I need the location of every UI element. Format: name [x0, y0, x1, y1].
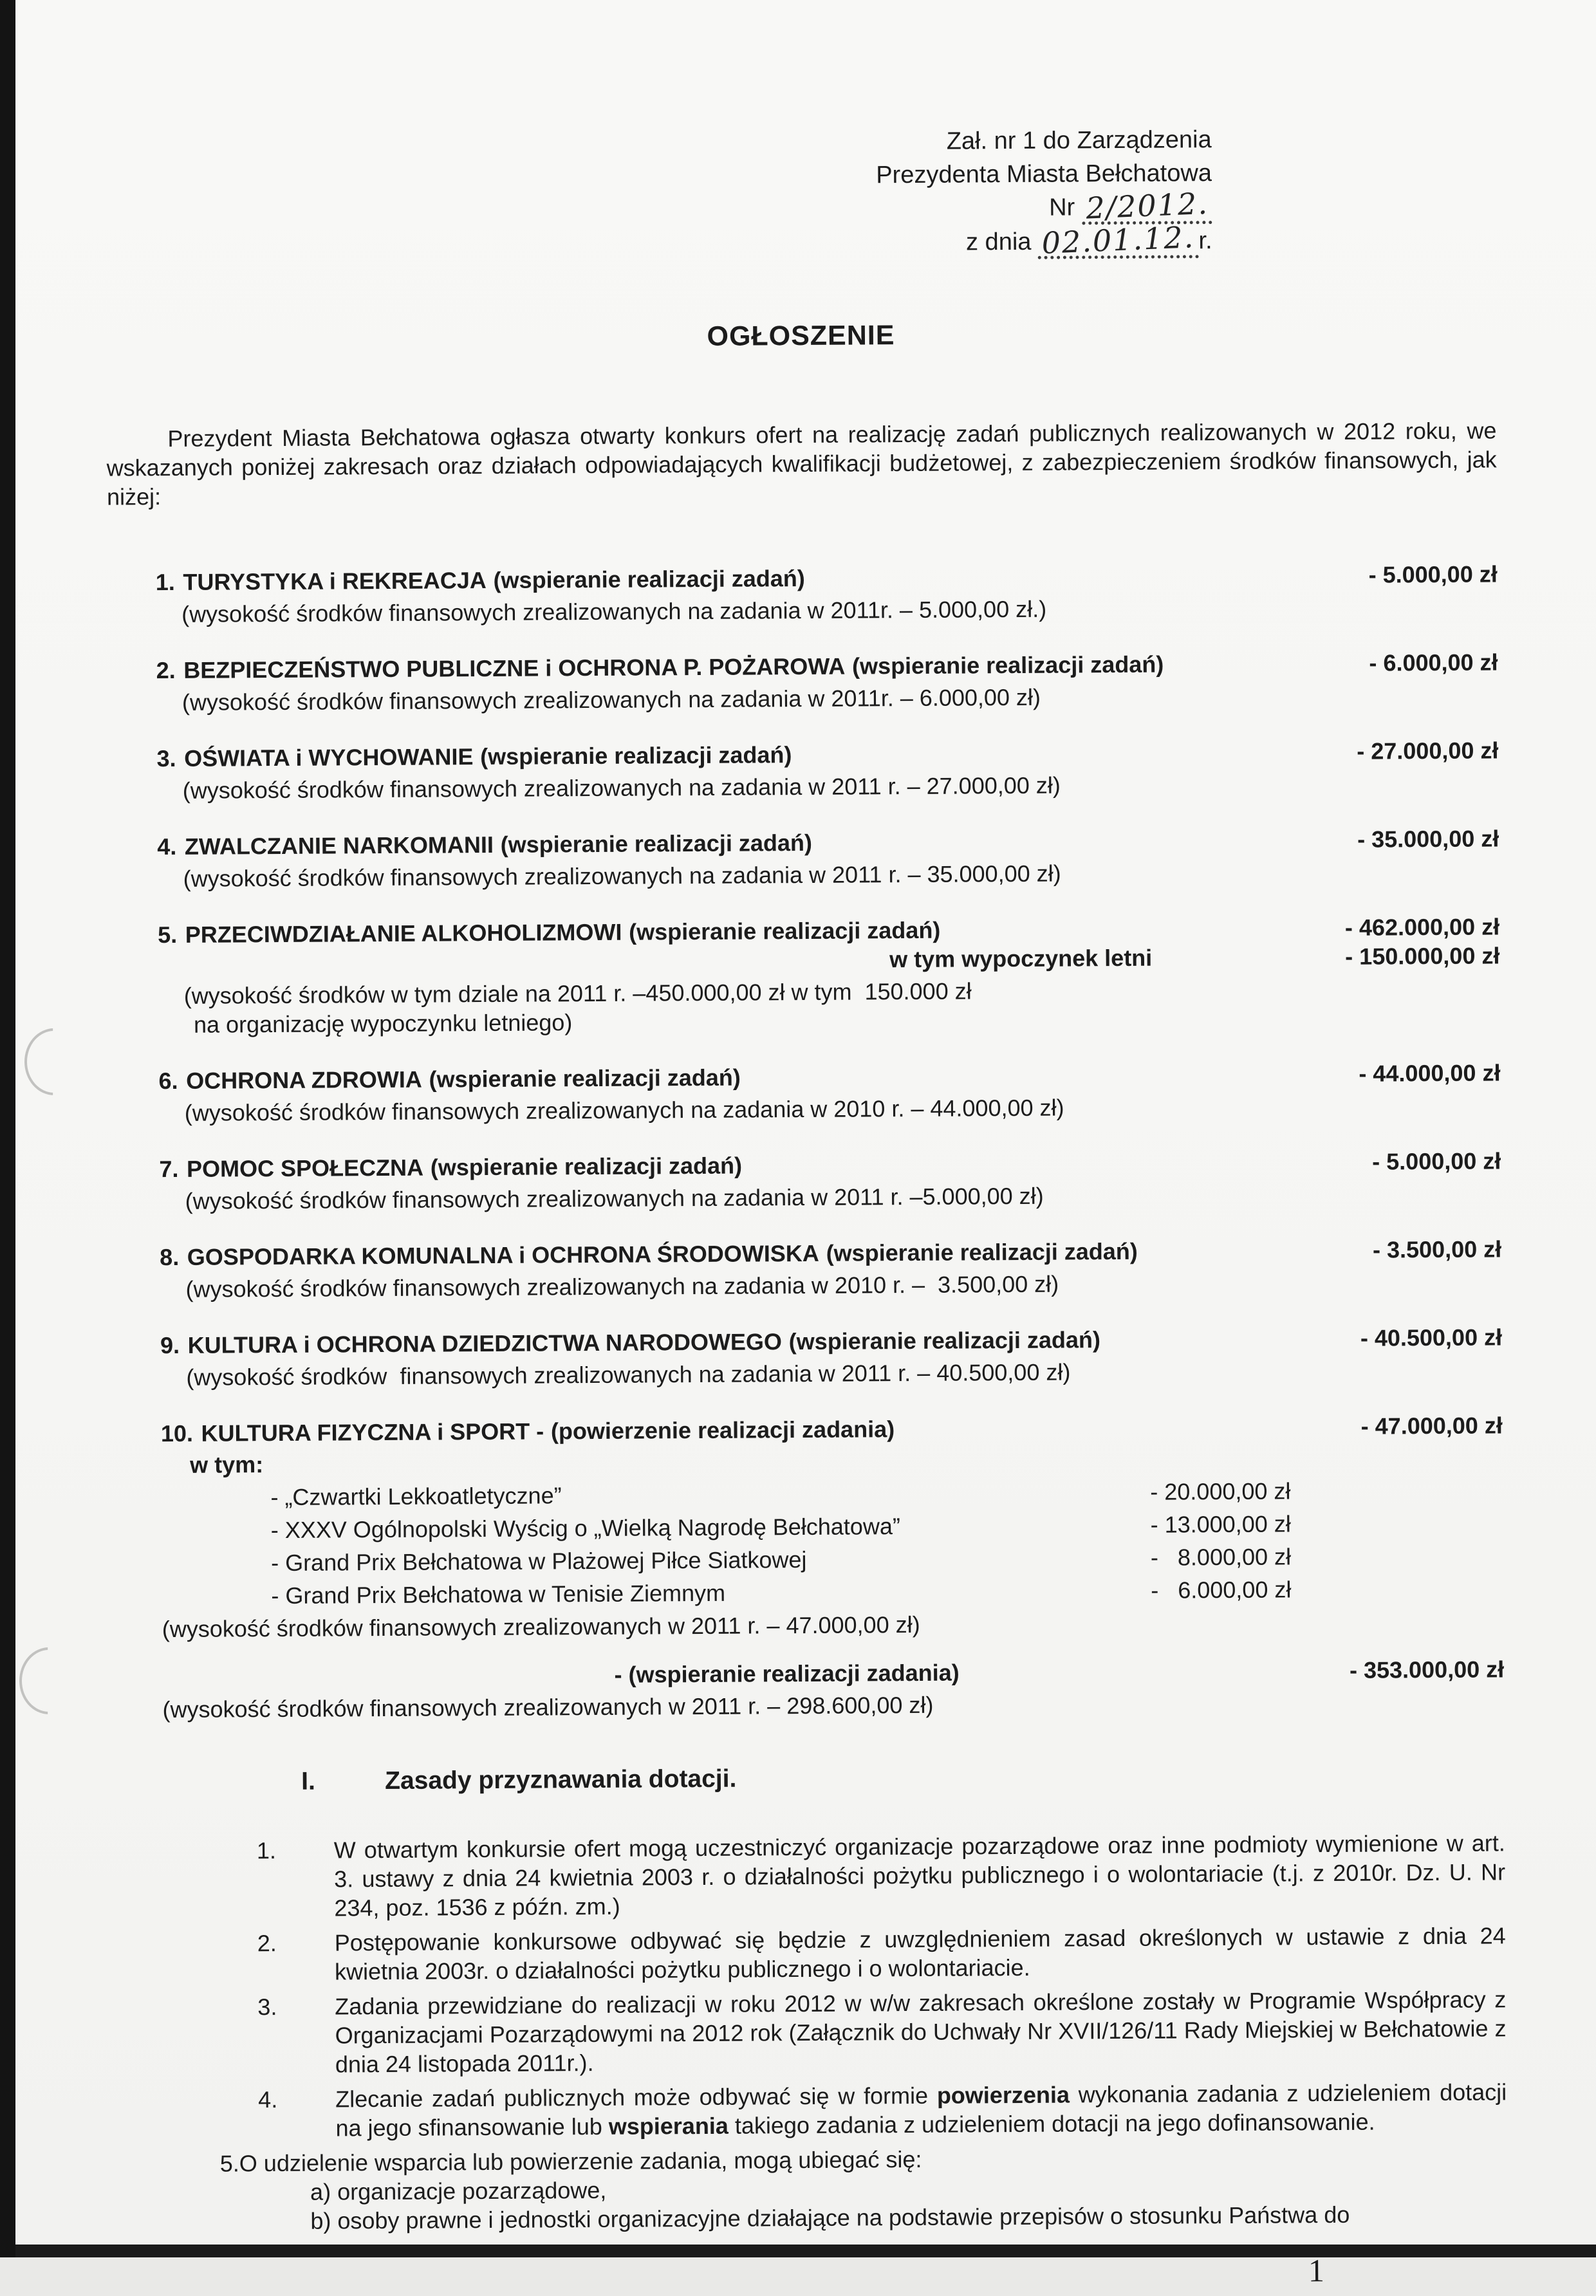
sublist-item-amount: - 6.000,00 zł	[1151, 1576, 1292, 1604]
item-sub-label: w tym wypoczynek letni	[889, 944, 1153, 973]
item-number: 9.	[160, 1331, 180, 1359]
grant-item-3	[156, 736, 1499, 805]
rule-text-part: wykonania zadania z udzieleniem dotacji na jego sfinansowanie lub	[335, 2078, 1507, 2142]
item-note: (wysokość środków finansowych zrealizowanych na zadania w 2011r. – 6.000,00 zł)	[181, 683, 1041, 716]
rules-list	[115, 1828, 1508, 2236]
rule-number: 3.	[257, 1994, 277, 2021]
section-title: Zasady przyznawania dotacji.	[385, 1764, 737, 1795]
item-title: OCHRONA ZDROWIA	[186, 1066, 422, 1094]
grant-item-6	[158, 1058, 1501, 1127]
item-title: GOSPODARKA KOMUNALNA i OCHRONA ŚRODOWISKA	[187, 1239, 819, 1270]
item-second-amount: - 353.000,00 zł	[1349, 1656, 1505, 1683]
grant-item-8	[160, 1234, 1502, 1304]
item-number: 4.	[157, 833, 177, 860]
item-mode: (wspieranie realizacji zadań)	[429, 1064, 741, 1093]
sublist-item-label: - Grand Prix Bełchatowa w Tenisie Ziemnym	[271, 1579, 726, 1609]
sublist-item	[271, 1542, 1291, 1577]
item-mode: (wspieranie realizacji zadań)	[480, 741, 792, 770]
ordinance-date-line	[105, 219, 1212, 265]
grants-list	[107, 559, 1505, 1724]
item-title: BEZPIECZEŃSTWO PUBLICZNE i OCHRONA P. POŻAROWA	[183, 653, 846, 683]
item-amount: - 27.000,00 zł	[1357, 737, 1499, 764]
sublist-item	[270, 1476, 1290, 1512]
item-second-mode: - (wspieranie realizacji zadania)	[614, 1659, 960, 1688]
grant-item-7	[159, 1146, 1501, 1216]
item-note: (wysokość środków finansowych zrealizowanych na zadania w 2011 r. – 35.000,00 zł)	[183, 860, 1061, 892]
item-number: 10.	[160, 1420, 194, 1447]
sublist-item	[271, 1575, 1291, 1610]
ordinance-number-label: Nr	[1049, 194, 1075, 221]
item-mode: (wspieranie realizacji zadań)	[493, 564, 805, 593]
item-mode: (powierzenie realizacji zadania)	[550, 1416, 895, 1445]
rule-1	[115, 1828, 1506, 1923]
item-mode: (wspieranie realizacji zadań)	[430, 1152, 743, 1181]
rule-text-part: takiego zadania z udzieleniem dotacji na jego dofinansowanie.	[728, 2108, 1375, 2139]
document-content	[104, 0, 1508, 2293]
sublist-item-label: - XXXV Ogólnopolski Wyścig o „Wielką Nagrodę Bełchatowa”	[270, 1513, 901, 1544]
item-title: ZWALCZANIE NARKOMANII	[184, 831, 494, 860]
item-amount: - 47.000,00 zł	[1360, 1412, 1503, 1440]
item-note: (wysokość środków finansowych zrealizowanych na zadania w 2010 r. – 44.000,00 zł)	[184, 1094, 1064, 1126]
punch-hole-mark-top	[24, 1028, 84, 1095]
item-amount: - 3.500,00 zł	[1372, 1236, 1502, 1263]
punch-hole-mark-bottom	[19, 1647, 79, 1714]
ordinance-date-label: z dnia	[965, 228, 1032, 256]
item-wtym-label: w tym:	[190, 1451, 264, 1478]
rule-5: 5.O udzielenie wsparcia lub powierzenie zadania, mogą ubiegać się:	[219, 2145, 922, 2177]
item-title: PRZECIWDZIAŁANIE ALKOHOLIZMOWI	[185, 918, 622, 948]
item-number: 3.	[156, 745, 176, 772]
item-note: (wysokość środków finansowych zrealizowanych na zadania w 2011 r. – 27.000,00 zł)	[182, 772, 1061, 804]
item-amount: - 44.000,00 zł	[1359, 1059, 1501, 1087]
item-note: (wysokość środków finansowych zrealizowanych na zadania w 2011r. – 5.000,00 zł.)	[181, 595, 1047, 627]
rule-text: W otwartym konkursie ofert mogą uczestniczyć organizacje pozarządowe oraz inne podmioty wymienione w art. 3. ustawy z dnia 24 kwietnia 2003 r. o działalności pożytku publicznego i o wolontariacie (t.j. z 2010r. Dz. U. Nr 234, poz. 1536 z późn. zm.)	[333, 1829, 1506, 1921]
rule-number: 2.	[257, 1930, 277, 1957]
item-note: (wysokość środków finansowych zrealizowanych na zadania w 2010 r. – 3.500,00 zł)	[185, 1270, 1059, 1302]
grant-item-2	[156, 647, 1499, 717]
grant-item-9	[160, 1322, 1503, 1392]
rule-number: 4.	[258, 2086, 278, 2113]
item-note: (wysokość środków finansowych zrealizowanych na zadania w 2011 r. –5.000,00 zł)	[185, 1182, 1044, 1214]
rule-number: 1.	[256, 1837, 277, 1864]
item-mode: (wspieranie realizacji zadań)	[851, 651, 1164, 680]
item-title: OŚWIATA i WYCHOWANIE	[183, 743, 474, 772]
sublist-item	[271, 1509, 1291, 1544]
item-amount: - 5.000,00 zł	[1372, 1147, 1501, 1175]
item-mode: (wspieranie realizacji zadań)	[500, 829, 813, 858]
rule-text: Zadania przewidziane do realizacji w roku 2012 w w/w zakresach określone zostały w Programie Współpracy z Organizacjami Pozarządowymi na 2012 rok (Załącznik do Uchwały Nr XVII/126/11 Rady Miejskiej w Bełchatowie z dnia 24 listopada 2011r.).	[335, 1986, 1507, 2078]
attachment-ref-line2: Prezydenta Miasta Bełchatowa	[876, 160, 1212, 189]
item-title: TURYSTYKA i REKREACJA	[183, 567, 487, 595]
item-number: 6.	[158, 1067, 178, 1095]
sport-events-sublist	[270, 1475, 1503, 1610]
item-amount: - 6.000,00 zł	[1369, 649, 1498, 676]
section-number: I.	[301, 1767, 316, 1795]
item-title: KULTURA FIZYCZNA i SPORT -	[201, 1418, 544, 1447]
item-title: KULTURA i OCHRONA DZIEDZICTWA NARODOWEGO	[187, 1328, 783, 1358]
grant-item-4	[157, 824, 1499, 893]
rule-text-part: Zlecanie zadań publicznych może odbywać się w formie	[335, 2082, 937, 2113]
item-amount: - 40.500,00 zł	[1360, 1324, 1503, 1351]
sublist-item-amount: - 20.000,00 zł	[1150, 1477, 1291, 1505]
rule-5b: b) osoby prawne i jednostki organizacyjne działające na podstawie przepisów o stosunku Państwa do	[310, 2201, 1350, 2234]
rule-3	[116, 1985, 1507, 2080]
rule-text-bold: powierzenia	[936, 2081, 1070, 2109]
rule-text	[335, 2077, 1507, 2142]
rule-2	[116, 1921, 1507, 1987]
rule-text-bold: wspierania	[608, 2112, 729, 2140]
scan-edge-left-artifact	[0, 0, 15, 2257]
grant-item-1	[156, 559, 1498, 629]
item-number: 2.	[156, 656, 176, 684]
item-amount: - 5.000,00 zł	[1368, 560, 1498, 588]
item-sub-amount: - 150.000,00 zł	[1345, 942, 1500, 970]
ordinance-date-handwritten: 02.01.12.	[1041, 219, 1196, 261]
item-note: (wysokość środków finansowych zrealizowanych na zadania w 2011 r. – 40.500,00 zł)	[186, 1358, 1071, 1391]
item-second-note: (wysokość środków finansowych zrealizowanych w 2011 r. – 298.600,00 zł)	[162, 1691, 934, 1723]
item-mode: (wspieranie realizacji zadań)	[788, 1326, 1101, 1355]
item-mode: (wspieranie realizacji zadań)	[629, 916, 941, 945]
page-number: 1	[1308, 2252, 1325, 2289]
attachment-header	[105, 121, 1496, 264]
rule-5a: a) organizacje pozarządowe,	[310, 2176, 607, 2205]
item-number: 5.	[158, 921, 178, 949]
item-mode: (wspieranie realizacji zadań)	[826, 1237, 1138, 1266]
attachment-ref-line1: Zał. nr 1 do Zarządzenia	[946, 126, 1212, 155]
intro-paragraph: Prezydent Miasta Bełchatowa ogłasza otwarty konkurs ofert na realizację zadań publicznych realizowanych w 2012 roku, we wskazanych poniżej zakresach oraz działach odpowiadających kwalifikacji budżetowej, z zabezpieczeniem środków finansowych, jak niżej:	[106, 417, 1497, 510]
item-amount: - 35.000,00 zł	[1357, 825, 1499, 853]
item-amount: - 462.000,00 zł	[1344, 913, 1500, 941]
sublist-item-amount: - 8.000,00 zł	[1150, 1543, 1292, 1571]
section-heading	[115, 1759, 1505, 1797]
page-title: OGŁOSZENIE	[707, 320, 895, 352]
sublist-item-amount: - 13.000,00 zł	[1150, 1510, 1291, 1538]
item-number: 8.	[160, 1243, 180, 1271]
rule-4	[116, 2077, 1507, 2143]
ordinance-date-suffix: r.	[1198, 227, 1212, 255]
sublist-item-label: - „Czwartki Lekkoatletyczne”	[270, 1482, 562, 1511]
rule-text: Postępowanie konkursowe odbywać się będzie z uwzględnieniem zasad określonych w ustawie z dnia 24 kwietnia 2003r. o działalności pożytku publicznego i o wolontariacie.	[334, 1922, 1506, 1985]
item-note-continued: na organizację wypoczynku letniego)	[193, 1009, 573, 1038]
item-note: (wysokość środków w tym dziale na 2011 r. –450.000,00 zł w tym 150.000 zł	[183, 977, 972, 1009]
grant-item-10	[161, 1411, 1505, 1724]
item-number: 1.	[155, 568, 175, 596]
grant-item-5	[158, 912, 1500, 1039]
item-title: POMOC SPOŁECZNA	[186, 1154, 424, 1182]
item-note: (wysokość środków finansowych zrealizowanych w 2011 r. – 47.000,00 zł)	[162, 1611, 920, 1643]
ordinance-date-slot	[1038, 219, 1199, 261]
ordinance-number-handwritten: 2/2012.	[1084, 185, 1209, 226]
sublist-item-label: - Grand Prix Bełchatowa w Plażowej Piłce Siatkowej	[271, 1546, 807, 1577]
item-number: 7.	[159, 1155, 179, 1183]
